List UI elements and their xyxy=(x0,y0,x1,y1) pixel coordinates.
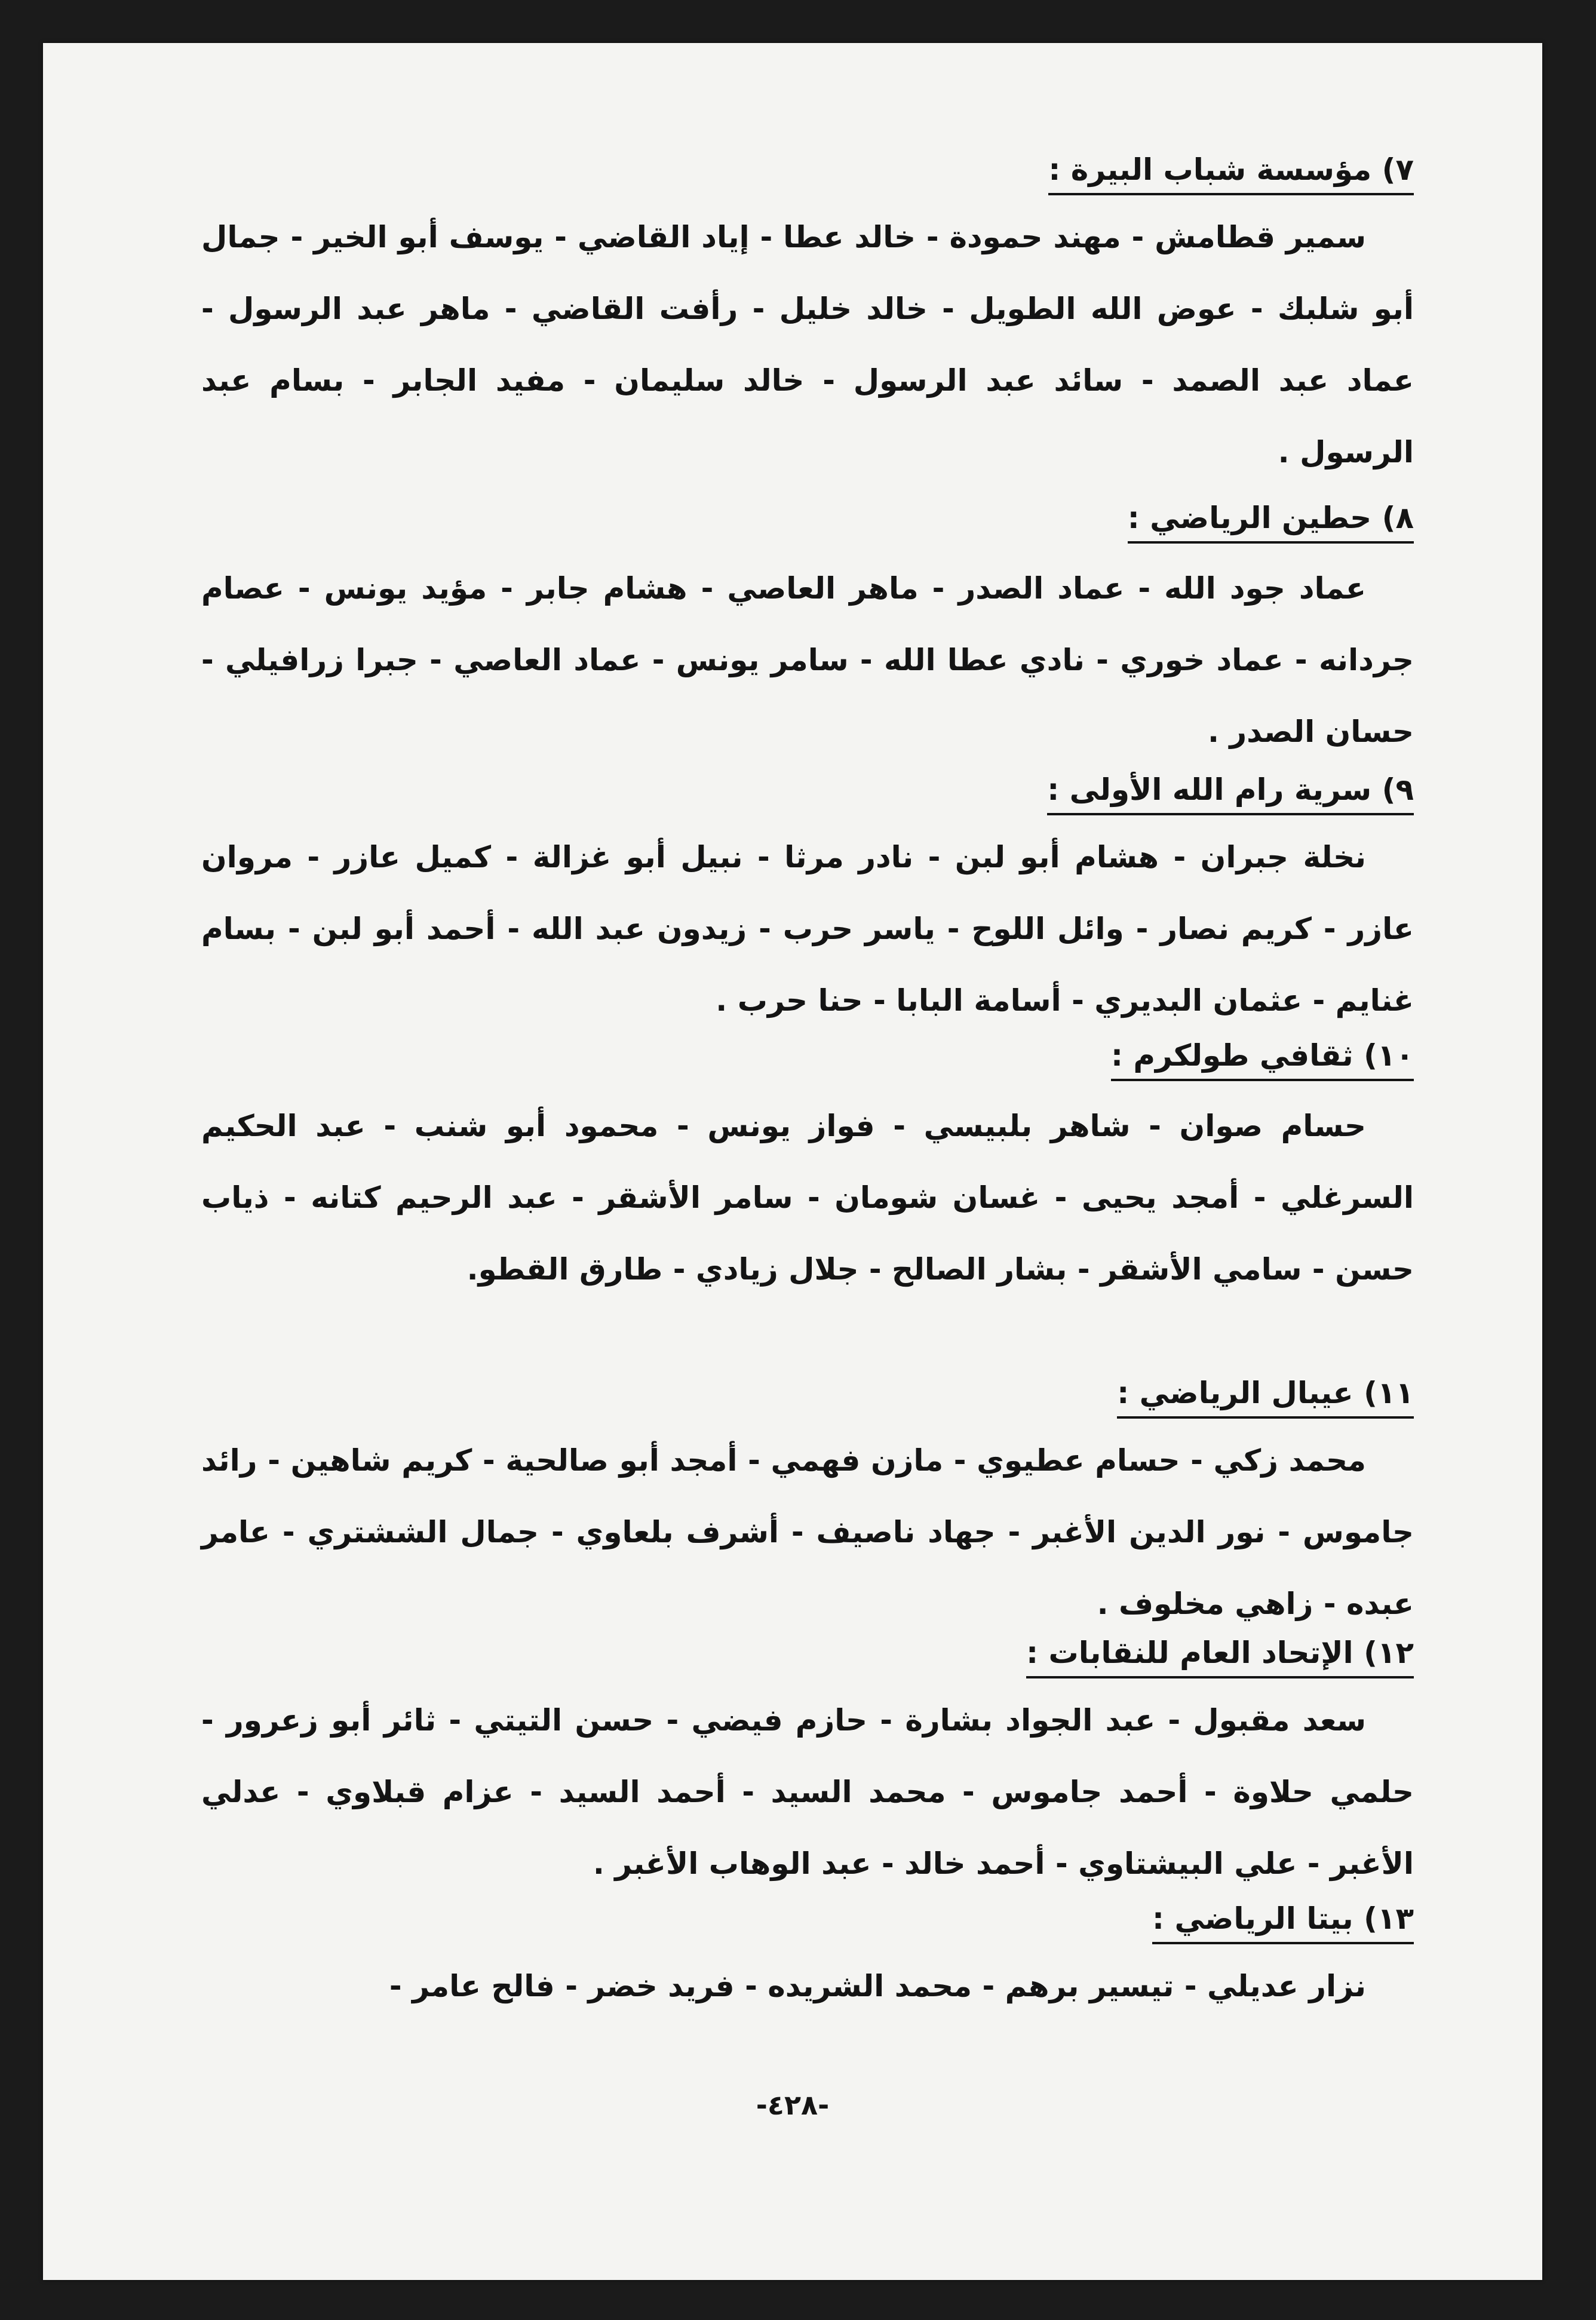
section-names-8 xyxy=(201,553,1414,768)
section-names-13-text: نزار عديلي - تيسير برهم - محمد الشريده - فريد خضر - فالح عامر - xyxy=(389,1969,1366,2003)
section-names-7-text: سمير قطامش - مهند حمودة - خالد عطا - إياد القاضي - يوسف أبو الخير - جمال أبو شلبك - عوض الله الطويل - خالد خليل - رأفت القاضي - ماهر عبد الرسول - عماد عبد الصمد - سائد عبد الرسول - خالد سليمان - مفيد الجابر - بسام عبد الرسول . xyxy=(201,220,1414,469)
section-names-13 xyxy=(201,1950,1414,2022)
section-names-11 xyxy=(201,1425,1414,1640)
section-title-10: ١٠) ثقافي طولكرم : xyxy=(1111,1035,1414,1081)
section-names-9-text: نخلة جبران - هشام أبو لبن - نادر مرثا - نبيل أبو غزالة - كميل عازر - مروان عازر - كريم نصار - وائل اللوح - ياسر حرب - زيدون عبد الله - أحمد أبو لبن - بسام غنايم - عثمان البديري - أسامة البابا - حنا حرب . xyxy=(201,840,1414,1018)
section-names-9 xyxy=(201,821,1414,1036)
page-number: -٤٢٨- xyxy=(756,2089,830,2121)
section-title-8: ٨) حطين الرياضي : xyxy=(1128,497,1414,544)
section-title-13: ١٣) بيتا الرياضي : xyxy=(1152,1898,1414,1944)
section-names-12 xyxy=(201,1684,1414,1899)
section-title-9: ٩) سرية رام الله الأولى : xyxy=(1047,769,1414,815)
section-names-11-text: محمد زكي - حسام عطيوي - مازن فهمي - أمجد أبو صالحية - كريم شاهين - رائد جاموس - نور الدين الأغبر - جهاد ناصيف - أشرف بلعاوي - جمال الششتري - عامر عبده - زاهي مخلوف . xyxy=(201,1443,1414,1621)
section-names-10 xyxy=(201,1090,1414,1305)
section-names-10-text: حسام صوان - شاهر بلبيسي - فواز يونس - محمود أبو شنب - عبد الحكيم السرغلي - أمجد يحيى - غسان شومان - سامر الأشقر - عبد الرحيم كتانه - ذياب حسن - سامي الأشقر - بشار الصالح - جلال زيادي - طارق القطو. xyxy=(201,1109,1414,1287)
section-names-12-text: سعد مقبول - عبد الجواد بشارة - حازم فيضي - حسن التيتي - ثائر أبو زعرور - حلمي حلاوة - أحمد جاموس - محمد السيد - أحمد السيد - عزام قبلاوي - عدلي الأغبر - علي البيشتاوي - أحمد خالد - عبد الوهاب الأغبر . xyxy=(201,1703,1414,1881)
document-page xyxy=(43,43,1542,2280)
section-title-12: ١٢) الإتحاد العام للنقابات : xyxy=(1026,1632,1414,1678)
section-names-7 xyxy=(201,201,1414,488)
section-title-7: ٧) مؤسسة شباب البيرة : xyxy=(1048,149,1414,195)
section-title-11: ١١) عيبال الرياضي : xyxy=(1117,1372,1414,1419)
section-names-8-text: عماد جود الله - عماد الصدر - ماهر العاصي - هشام جابر - مؤيد يونس - عصام جردانه - عماد خوري - نادي عطا الله - سامر يونس - عماد العاصي - جبرا زرافيلي - حسان الصدر . xyxy=(201,571,1414,749)
